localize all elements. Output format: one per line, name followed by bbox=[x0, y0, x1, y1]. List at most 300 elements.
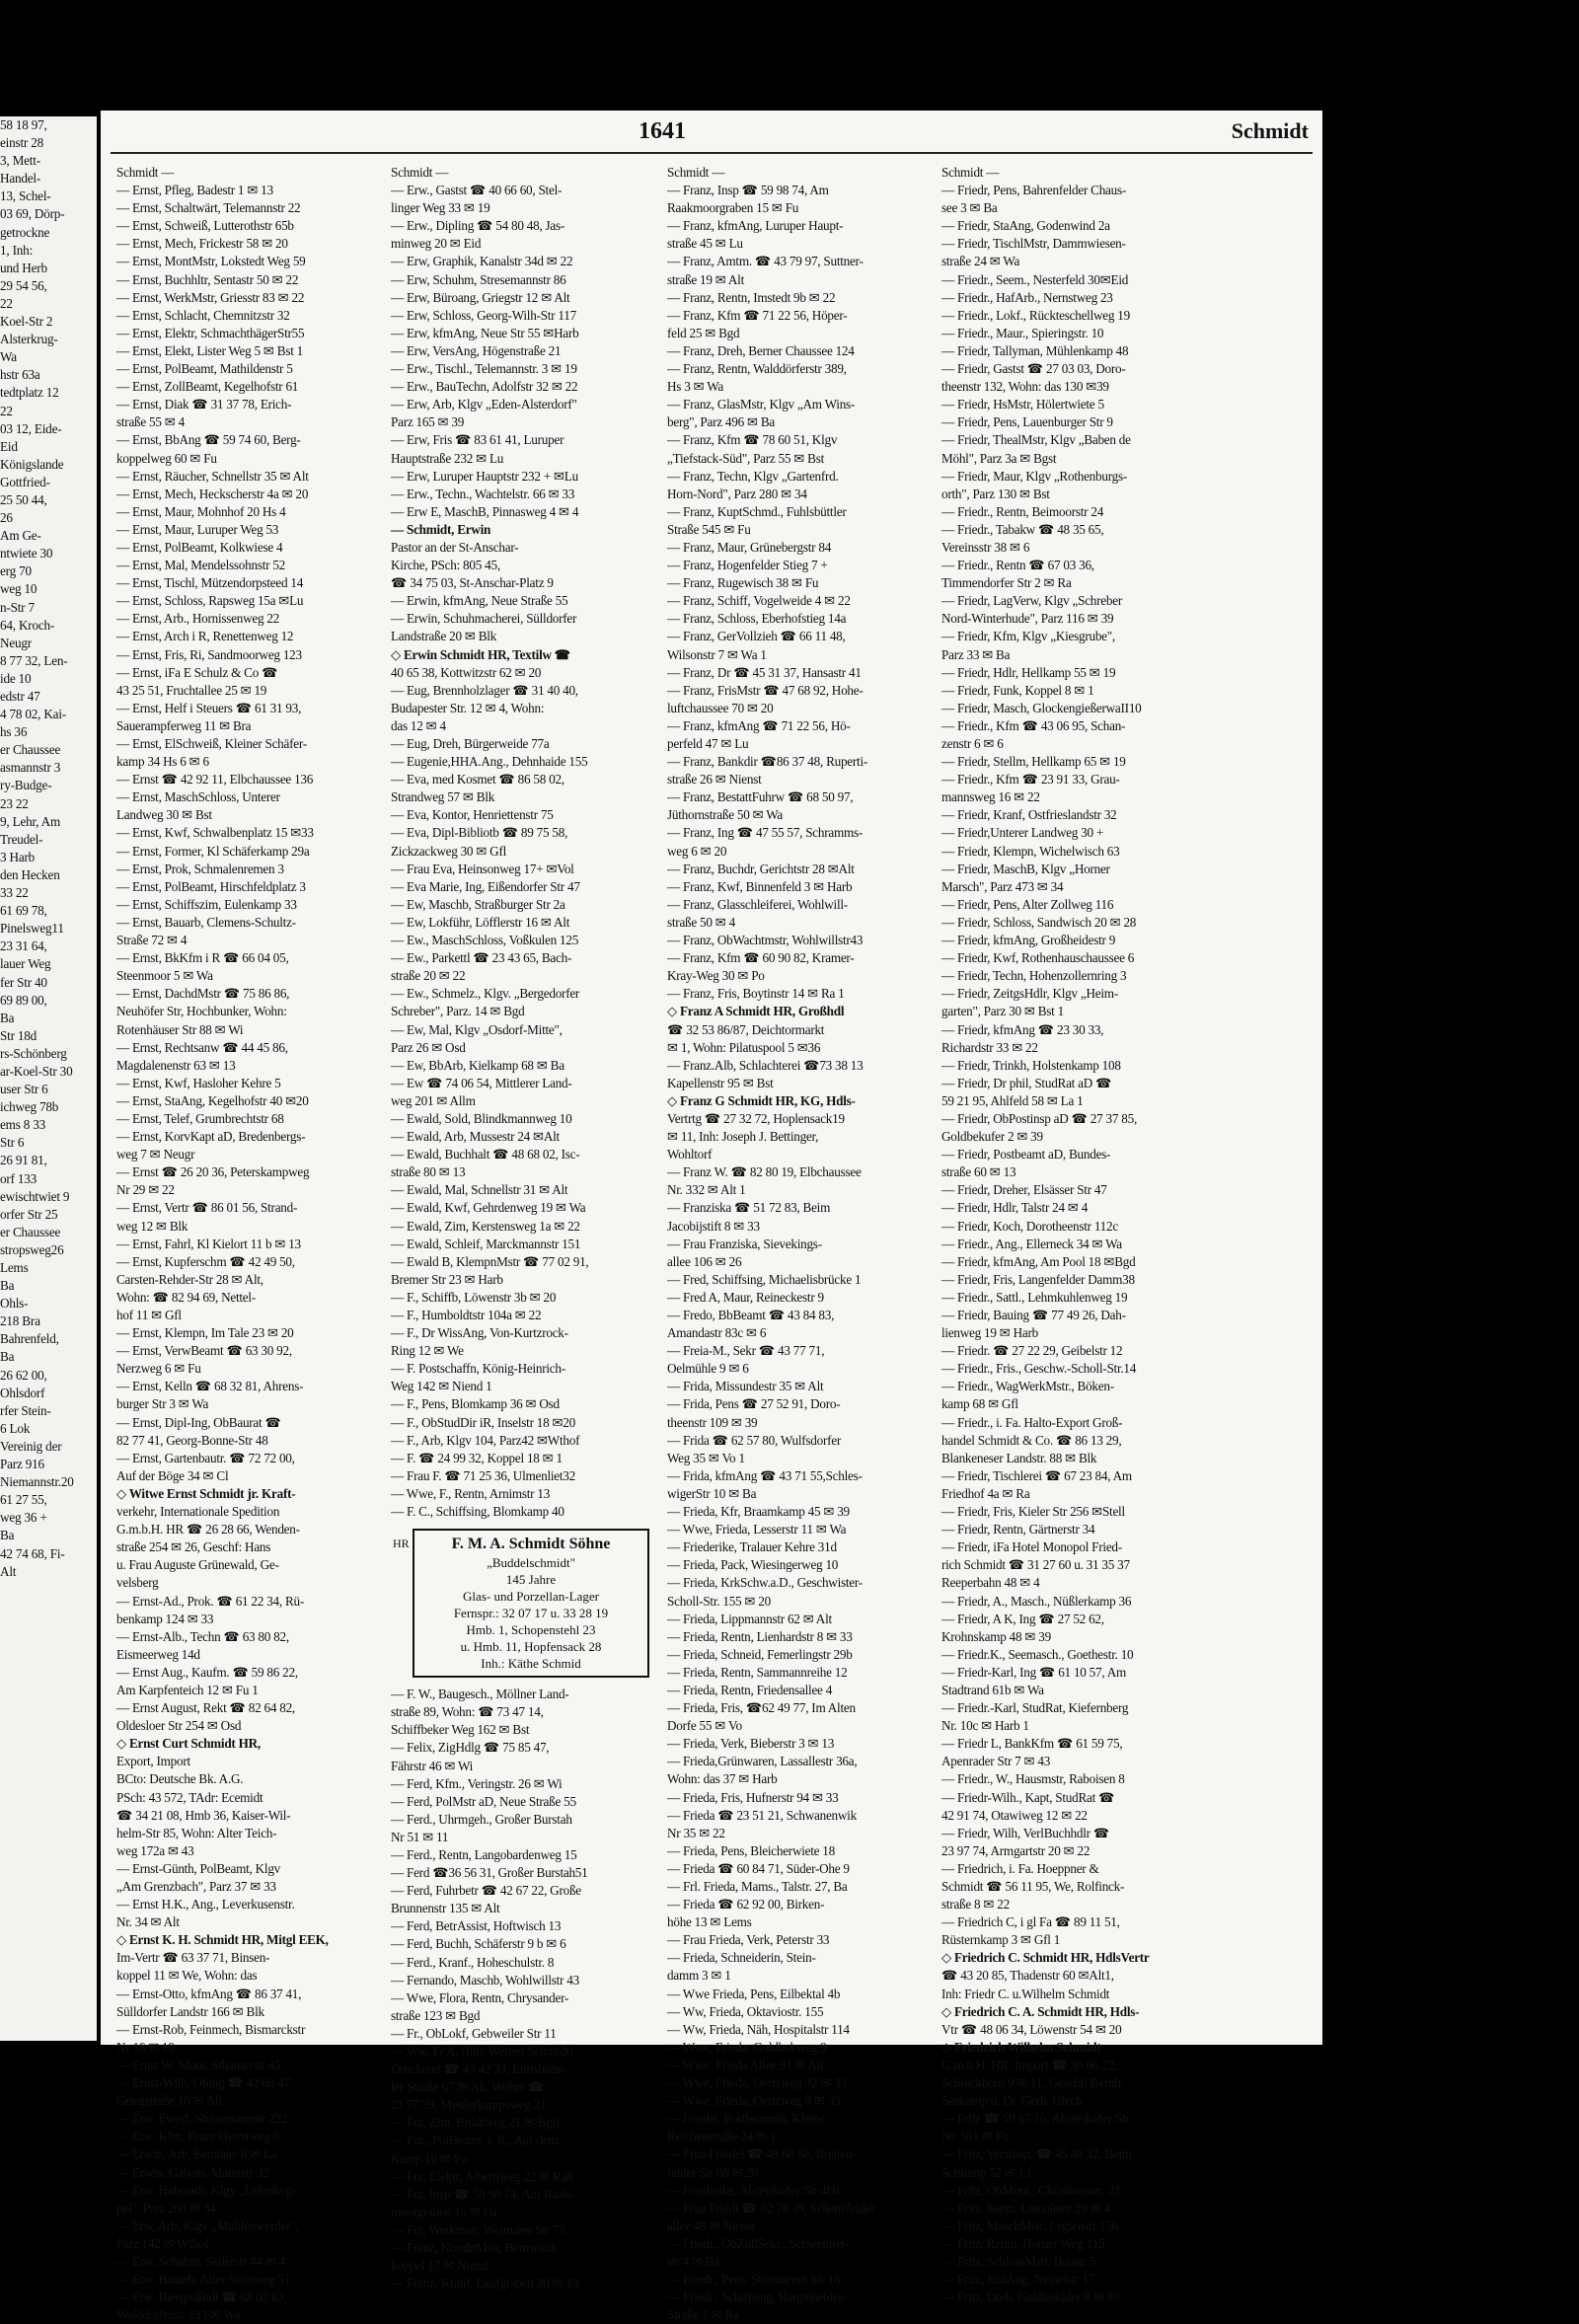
entry-line: — Frau Friedl ☎ 82 78 39, Schenefelder bbox=[667, 2200, 875, 2215]
fragment-line: stropsweg26 bbox=[0, 1241, 64, 1257]
entry-line: — Schmidt, Erwin bbox=[391, 521, 491, 537]
entry-line: — Erw, Kfm, Brunckhorstweg 6 bbox=[116, 2129, 280, 2144]
fragment-line: 29 54 56, bbox=[0, 277, 47, 293]
entry-line: — Friedr, Postbeamt aD, Bundes- bbox=[941, 1147, 1111, 1162]
entry-line: — Frl. Frieda, Mams., Talstr. 27, Ba bbox=[667, 1879, 848, 1894]
entry-line: Scholl-Str. 155 ✉ 20 bbox=[667, 1593, 771, 1609]
entry-line: — Ernst, PolBeamt, Hirschfeldplatz 3 bbox=[116, 878, 306, 894]
entry-line: — Franz, Buchdr, Gerichtstr 28 ✉Alt bbox=[667, 861, 855, 876]
entry-line: — Friedr, kfmAng ☎ 23 30 33, bbox=[941, 1021, 1104, 1037]
entry-line: — Fernando, Maschb, Wohlwillstr 43 bbox=[391, 1972, 579, 1987]
entry-line: — F., Arb, Klgv 104, Parz42 ✉Wthof bbox=[391, 1432, 580, 1448]
entry-line: — Fredo, BbBeamt ☎ 43 84 83, bbox=[667, 1308, 835, 1322]
entry-line: — Erw., Techn., Wachtelstr. 66 ✉ 33 bbox=[391, 486, 575, 501]
fragment-line: Ba bbox=[0, 1278, 15, 1294]
entry-line: Im-Vertr ☎ 63 37 71, Binsen- bbox=[116, 1950, 270, 1966]
ad-years: 145 Jahre bbox=[505, 1572, 557, 1588]
entry-line: Schiffbeker Weg 162 ✉ Bst bbox=[391, 1722, 530, 1738]
fragment-line: hstr 63a bbox=[0, 367, 40, 383]
fragment-line: 3 Harb bbox=[0, 849, 36, 864]
entry-line: ◇ Friedrich C. A. Schmidt HR, Hdls- bbox=[941, 2003, 1140, 2019]
entry-line: PSch: 43 572, TAdr: Ecemidt bbox=[116, 1789, 263, 1805]
entry-line: — Frida ☎ 62 57 80, Wulfsdorfer bbox=[667, 1432, 842, 1448]
entry-line: Hauptstraße 232 ✉ Lu bbox=[391, 450, 504, 466]
entry-line: ◇ Franz G Schmidt HR, KG, Hdls- bbox=[667, 1092, 856, 1108]
entry-line: — Ernst, Mal, Mendelssohnstr 52 bbox=[116, 558, 286, 573]
entry-line: Schmidt ☎ 56 11 95, We, Rolfinck- bbox=[941, 1879, 1125, 1894]
fragment-line: 69 89 00, bbox=[0, 992, 47, 1008]
entry-line: Kray-Weg 30 ✉ Po bbox=[667, 968, 765, 984]
entry-line: — Ernst, Arch i R, Renettenweg 12 bbox=[116, 629, 294, 644]
fragment-line: hs 36 bbox=[0, 724, 28, 740]
entry-line: Vereinsstr 38 ✉ 6 bbox=[941, 539, 1030, 555]
entry-line: — Ferd., Rentn, Langobardenweg 15 bbox=[391, 1846, 577, 1862]
entry-line: Wohn: das 37 ✉ Harb bbox=[667, 1771, 778, 1787]
fragment-line: 218 Bra bbox=[0, 1313, 40, 1329]
entry-line: — Franz, KuptSchmd., Fuhlsbüttler bbox=[667, 503, 847, 519]
entry-line: — Erw, Biergroßhdl ☎ 68 02 63, bbox=[116, 2289, 287, 2305]
entry-line: 42 91 74, Otawiweg 12 ✉ 22 bbox=[941, 1807, 1088, 1823]
entry-line: — Ernst, Maur, Mohnhof 20 Hs 4 bbox=[116, 503, 286, 519]
entry-line: kamp 34 Hs 6 ✉ 6 bbox=[116, 754, 209, 770]
entry-line: — Ewald, Buchhalt ☎ 48 68 02, Isc- bbox=[391, 1147, 580, 1162]
entry-line: — Wwe, Frieda, Lesserstr 11 ✉ Wa bbox=[667, 1522, 847, 1537]
entry-line: — Friedr, kfmAng, Großheidestr 9 bbox=[941, 933, 1116, 948]
entry-line: — Ferd., Kranf., Hoheschulstr. 8 bbox=[391, 1954, 555, 1970]
ad-side-mark: HR bbox=[393, 1537, 410, 1551]
entry-line: garten", Parz 30 ✉ Bst 1 bbox=[941, 1004, 1064, 1019]
entry-line: — Friedr, iFa Hotel Monopol Fried- bbox=[941, 1539, 1122, 1555]
entry-line: — Erwin, Schuhmacherei, Sülldorfer bbox=[391, 611, 577, 627]
entry-line: — Ernst, Schiffszim, Eulenkamp 33 bbox=[116, 896, 297, 912]
entry-line: Weg 35 ✉ Vo 1 bbox=[667, 1450, 745, 1465]
entry-line: — Fritz, SchlossMstr, Baustr 5 bbox=[941, 2253, 1096, 2269]
entry-line: — Friedr, A K, Ing ☎ 27 52 62, bbox=[941, 1611, 1104, 1626]
entry-line: ler Straße 67 ✉ Alt, Wohn: ☎ bbox=[391, 2079, 545, 2095]
entry-line: Wohltorf bbox=[667, 1147, 713, 1162]
entry-line: kamp 68 ✉ Gfl bbox=[941, 1396, 1018, 1412]
entry-line: Nord-Winterhude", Parz 116 ✉ 39 bbox=[941, 611, 1114, 627]
entry-line: — Friedr, Schloss, Sandwisch 20 ✉ 28 bbox=[941, 914, 1137, 930]
entry-line: — Franz, Kfm ☎ 60 90 82, Kramer- bbox=[667, 950, 855, 966]
entry-line: — Friedr, Hdlr, Hellkamp 55 ✉ 19 bbox=[941, 664, 1116, 680]
entry-line: Inh: Friedr C. u.Wilhelm Schmidt bbox=[941, 1986, 1110, 2001]
entry-line: — Fritz, MaschMstr, Legienstr 156 bbox=[941, 2217, 1118, 2233]
entry-line: ✉ 11, Inh: Joseph J. Bettinger, bbox=[667, 1129, 819, 1145]
entry-line: — Ewald, Kwf, Gehrdenweg 19 ✉ Wa bbox=[391, 1200, 586, 1216]
entry-line: Möhl", Parz 3a ✉ Bgst bbox=[941, 450, 1057, 466]
entry-line: — Ernst, StaAng, Kegelhofstr 40 ✉20 bbox=[116, 1092, 309, 1108]
entry-line: Landstraße 20 ✉ Blk bbox=[391, 629, 497, 644]
entry-line: — Ww, Fr A, (Inh: Werner Schmidt) bbox=[391, 2044, 573, 2059]
entry-line: — Franz, ObWachtmstr, Wohlwillstr43 bbox=[667, 933, 864, 948]
fragment-line: getrockne bbox=[0, 224, 50, 240]
entry-line: — Franz, kfmAng, Luruper Haupt- bbox=[667, 218, 844, 234]
entry-line: — Felix, ZigHdlg ☎ 75 85 47, bbox=[391, 1740, 550, 1756]
entry-line: — Ernst, BkKfm i R ☎ 66 04 05, bbox=[116, 950, 289, 966]
fragment-line: orf 133 bbox=[0, 1170, 38, 1186]
entry-line: Nr. 10c ✉ Harb 1 bbox=[941, 1718, 1029, 1734]
entry-line: wigerStr 10 ✉ Ba bbox=[667, 1485, 757, 1501]
fragment-line: n-Str 7 bbox=[0, 599, 35, 615]
entry-line: — Friedr., Schiffsing, Bargteheider- bbox=[667, 2289, 847, 2305]
fragment-line: Pinelsweg11 bbox=[0, 921, 64, 937]
entry-line: — Erw, Bauarb, Alter Steinweg 51 bbox=[116, 2272, 291, 2287]
column-4 bbox=[941, 164, 1206, 2305]
entry-line: — Frieda, KrkSchw.a.D., Geschwister- bbox=[667, 1575, 863, 1591]
entry-line: — Erw, Ewerf, Stresemannstr 232 bbox=[116, 2111, 288, 2127]
entry-line: — Eva, Dipl-Bibliotb ☎ 89 75 58, bbox=[391, 825, 568, 841]
entry-line: Wilsonstr 7 ✉ Wa 1 bbox=[667, 646, 767, 662]
entry-line: — Friedr., Kfm ☎ 23 91 33, Grau- bbox=[941, 772, 1120, 787]
entry-line: — F. ☎ 24 99 32, Koppel 18 ✉ 1 bbox=[391, 1450, 563, 1465]
entry-line: — F., Dr WissAng, Von-Kurtzrock- bbox=[391, 1325, 568, 1341]
entry-line: — Ernst, Elekt, Lister Weg 5 ✉ Bst 1 bbox=[116, 342, 304, 358]
entry-line: — F., Pens, Blomkamp 36 ✉ Osd bbox=[391, 1396, 560, 1412]
entry-line: burger Str 3 ✉ Wa bbox=[116, 1396, 209, 1412]
entry-line: — Friedr, Kfm, Klgv „Kiesgrube", bbox=[941, 629, 1115, 644]
entry-line: ◇ Erwin Schmidt HR, Textilw ☎ bbox=[391, 646, 570, 662]
fragment-line: orfer Str 25 bbox=[0, 1206, 58, 1222]
entry-line: 21 77 39, Mettlerkampsweg 21 bbox=[391, 2097, 547, 2113]
entry-line: — Ernst, ElSchweiß, Kleiner Schäfer- bbox=[116, 736, 307, 751]
entry-line: straße 89, Wohn: ☎ 73 47 14, bbox=[391, 1704, 544, 1720]
entry-line: — Franz, Kfm ☎ 71 22 56, Höper- bbox=[667, 307, 848, 323]
entry-line: — Friederike, Alsterdorfer Str 46b bbox=[667, 2182, 840, 2198]
entry-line: Straße 545 ✉ Fu bbox=[667, 521, 751, 537]
entry-line: — Ernst, PolBeamt, Mathildenstr 5 bbox=[116, 361, 293, 377]
entry-line: — Ernst, Bauarb, Clemens-Schultz- bbox=[116, 914, 296, 930]
entry-line: koppel 11 ✉ We, Wohn: das bbox=[116, 1968, 258, 1984]
entry-line: — F., Humboldtstr 104a ✉ 22 bbox=[391, 1308, 542, 1322]
entry-line: — Franz, Maur, Grünebergstr 84 bbox=[667, 539, 832, 555]
entry-line: ☎ 34 75 03, St-Anschar-Platz 9 bbox=[391, 575, 554, 591]
entry-line: Strandweg 57 ✉ Blk bbox=[391, 789, 495, 805]
entry-line: — Franz, Glasschleiferei, Wohlwill- bbox=[667, 896, 848, 912]
fragment-line: er Chaussee bbox=[0, 1224, 61, 1239]
entry-line: handel Schmidt & Co. ☎ 86 13 29, bbox=[941, 1432, 1122, 1448]
entry-line: — Ewald, Sold, Blindkmannweg 10 bbox=[391, 1110, 572, 1126]
entry-line: — Friedr-Karl, Ing ☎ 61 10 57, Am bbox=[941, 1664, 1127, 1680]
fragment-line: Neugr bbox=[0, 635, 32, 650]
entry-line: — Franz, Dreh, Berner Chaussee 124 bbox=[667, 342, 855, 358]
entry-line: — Frieda ☎ 62 92 00, Birken- bbox=[667, 1897, 825, 1912]
entry-line: straße 80 ✉ 13 bbox=[391, 1164, 466, 1180]
entry-line: — Friedr,Unterer Landweg 30 + bbox=[941, 825, 1104, 841]
fragment-line: user Str 6 bbox=[0, 1082, 48, 1097]
entry-line: — Friedrich, i. Fa. Hoeppner & bbox=[941, 1860, 1099, 1876]
entry-line: — Frieda, Pack, Wiesingerweg 10 bbox=[667, 1557, 839, 1573]
entry-line: ◇ Witwe Ernst Schmidt jr. Kraft- bbox=[116, 1485, 296, 1501]
entry-line: — Frieda, Fris, Hufnerstr 94 ✉ 33 bbox=[667, 1789, 839, 1805]
entry-line: — Ernst, Elektr, SchmachthägerStr55 bbox=[116, 325, 305, 340]
entry-line: straße 24 ✉ Wa bbox=[941, 254, 1020, 269]
entry-line: — Ernst, Räucher, Schnellstr 35 ✉ Alt bbox=[116, 468, 309, 484]
entry-line: — Friedr, MaschB, Klgv „Horner bbox=[941, 861, 1110, 876]
entry-line: — Friedr.-Karl, StudRat, Kiefernberg bbox=[941, 1700, 1129, 1716]
entry-line: Sauerampferweg 11 ✉ Bra bbox=[116, 717, 252, 733]
fragment-line: asmannstr 3 bbox=[0, 760, 61, 776]
entry-line: — Ernst, MontMstr, Lokstedt Weg 59 bbox=[116, 254, 306, 269]
fragment-line: und Herb bbox=[0, 260, 47, 275]
entry-line: — Friederike, Tralauer Kehre 31d bbox=[667, 1539, 837, 1555]
entry-line: Nr 35 ✉ 22 bbox=[667, 1825, 725, 1840]
entry-line: lienweg 19 ✉ Harb bbox=[941, 1325, 1038, 1341]
fragment-line: Niemannstr.20 bbox=[0, 1474, 74, 1490]
fragment-line: 6 Lok bbox=[0, 1420, 31, 1436]
fragment-line: rs-Schönberg bbox=[0, 1045, 67, 1061]
entry-line: — Franziska ☎ 51 72 83, Beim bbox=[667, 1200, 831, 1216]
entry-line: — Ew., Parkettl ☎ 23 43 65, Bach- bbox=[391, 950, 572, 966]
entry-line: hof 11 ✉ Gfl bbox=[116, 1308, 182, 1322]
entry-line: — Frau Friedel ☎ 48 68 68, Breiten- bbox=[667, 2146, 857, 2162]
fragment-line: tedtplatz 12 bbox=[0, 385, 59, 401]
entry-line: Nerzweg 6 ✉ Fu bbox=[116, 1361, 201, 1377]
entry-line: — Franz, Hogenfelder Stieg 7 + bbox=[667, 558, 828, 573]
entry-line: Am Karpfenteich 12 ✉ Fu 1 bbox=[116, 1682, 259, 1697]
fragment-line: 26 91 81, bbox=[0, 1153, 47, 1168]
entry-line: — F., ObStudDir iR, Inselstr 18 ✉20 bbox=[391, 1414, 575, 1430]
entry-line: Magdalenenstr 63 ✉ 13 bbox=[116, 1057, 236, 1073]
entry-line: — Ferd., Uhrmgeh., Großer Burstah bbox=[391, 1811, 572, 1827]
entry-line: — Ernst, iFa E Schulz & Co ☎ bbox=[116, 664, 278, 680]
fragment-line: rfer Stein- bbox=[0, 1402, 51, 1418]
entry-line: — Ernst-Otto, kfmAng ☎ 86 37 41, bbox=[116, 1986, 302, 2001]
fragment-line: Wa bbox=[0, 349, 17, 365]
entry-line: — Eva Marie, Ing, Eißendorfer Str 47 bbox=[391, 878, 580, 894]
entry-line: — Wwe, Flora, Rentn, Chrysander- bbox=[391, 1989, 569, 2005]
ad-address-1: Hmb. 1, Schopenstehl 23 bbox=[466, 1622, 596, 1638]
fragment-line: Ohlsdorf bbox=[0, 1385, 45, 1400]
entry-line: — Ewald, Arb, Mussestr 24 ✉Alt bbox=[391, 1129, 560, 1145]
entry-line: — Ww, Frieda, Näh, Hospitalstr 114 bbox=[667, 2021, 850, 2037]
entry-line: — Ernst, Kwf, Hasloher Kehre 5 bbox=[116, 1075, 281, 1090]
entry-line: — Friedr, Trinkh, Holstenkamp 108 bbox=[941, 1057, 1121, 1073]
entry-line: — Frz, Elektr, Albertiweg 22 ✉ Rah bbox=[391, 2168, 573, 2184]
entry-line: — Ernst, MaschSchloss, Unterer bbox=[116, 789, 280, 805]
entry-line: — Frieda, Fris, ☎62 49 77, Im Alten bbox=[667, 1700, 856, 1716]
entry-line: Schmidt — bbox=[667, 165, 725, 180]
entry-line: ◇ Friedrich Wilhelm Schmidt bbox=[941, 2039, 1101, 2055]
fragment-line: ar-Koel-Str 30 bbox=[0, 1063, 73, 1079]
entry-line: koppelweg 60 ✉ Fu bbox=[116, 450, 217, 466]
entry-line: Oelmühle 9 ✉ 6 bbox=[667, 1361, 749, 1377]
fragment-line: er Chaussee bbox=[0, 742, 61, 758]
entry-line: — Erwin, Arb, Eemtake 8 ✉ La bbox=[116, 2146, 277, 2162]
entry-line: — Ernst, Rechtsanw ☎ 44 45 86, bbox=[116, 1039, 288, 1055]
entry-line: G.m.b.H. HR ☎ 26 28 66, Wenden- bbox=[116, 1522, 300, 1537]
entry-line: — Ewald, Zim, Kerstensweg 1a ✉ 22 bbox=[391, 1218, 580, 1234]
entry-line: — Ernst Aug., Kaufm. ☎ 59 86 22, bbox=[116, 1664, 298, 1680]
entry-line: feld 25 ✉ Bgd bbox=[667, 325, 740, 340]
entry-line: — Friedr, Bauing ☎ 77 49 26, Dah- bbox=[941, 1308, 1126, 1322]
entry-line: — Ernst, Telef, Grumbrechtstr 68 bbox=[116, 1110, 284, 1126]
entry-line: Carsten-Rehder-Str 28 ✉ Alt, bbox=[116, 1271, 263, 1287]
entry-line: — Frieda ☎ 60 84 71, Süder-Ohe 9 bbox=[667, 1860, 850, 1876]
entry-line: Budapester Str. 12 ✉ 4, Wohn: bbox=[391, 700, 545, 715]
entry-line: — Frieda, Rentn, Friedensallee 4 bbox=[667, 1682, 833, 1697]
fragment-line: Am Ge- bbox=[0, 528, 41, 544]
entry-line: — Ernst, Schaltwärt, Telemannstr 22 bbox=[116, 200, 301, 216]
entry-line: — Friedr, Fris, Kieler Str 256 ✉Stell bbox=[941, 1504, 1125, 1520]
entry-line: Oldesloer Str 254 ✉ Osd bbox=[116, 1718, 242, 1734]
entry-line: — Friedr., WagWerkMstr., Böken- bbox=[941, 1379, 1114, 1394]
entry-line: — Erw, Fris ☎ 83 61 41, Luruper bbox=[391, 432, 564, 448]
entry-line: — Fritz, Rentn, Horner Weg 115 bbox=[941, 2235, 1105, 2251]
entry-line: — Frieda, Schneid, Femerlingstr 29b bbox=[667, 1646, 853, 1662]
entry-line: Eismeerweg 14d bbox=[116, 1646, 200, 1662]
fragment-line: 8 77 32, Len- bbox=[0, 652, 68, 668]
entry-line: Wohn: ☎ 82 94 69, Nettel- bbox=[116, 1289, 256, 1305]
entry-line: Landweg 30 ✉ Bst bbox=[116, 807, 212, 823]
entry-line: — Ernst, Dipl-Ing, ObBaurat ☎ bbox=[116, 1414, 281, 1430]
entry-line: straße 60 ✉ 13 bbox=[941, 1164, 1016, 1180]
entry-line: Brunnenstr 135 ✉ Alt bbox=[391, 1901, 500, 1916]
entry-line: Apenrader Str 7 ✉ 43 bbox=[941, 1754, 1051, 1769]
ad-owner: Inh.: Käthe Schmid bbox=[481, 1656, 581, 1672]
fragment-line: 22 bbox=[0, 403, 13, 418]
entry-line: — Friedr, A., Masch., Nüßlerkamp 36 bbox=[941, 1593, 1132, 1609]
entry-line: — F. W., Baugesch., Möllner Land- bbox=[391, 1687, 569, 1702]
entry-line: straße 45 ✉ Lu bbox=[667, 236, 743, 252]
entry-line: — Erw., Dipling ☎ 54 80 48, Jas- bbox=[391, 218, 565, 234]
entry-line: Schmidt — bbox=[116, 165, 175, 180]
entry-line: — Ew., MaschSchloss, Voßkulen 125 bbox=[391, 933, 579, 948]
entry-line: — Ernst, Tischl, Mützendorpsteed 14 bbox=[116, 575, 304, 591]
entry-line: — Erwin, kfmAng, Neue Straße 55 bbox=[391, 593, 568, 609]
entry-line: — Friedr, Masch, GlockengießerwaII10 bbox=[941, 700, 1142, 715]
entry-line: — Wwe Frieda, Pens, Eilbektal 4b bbox=[667, 1986, 841, 2001]
entry-line: Weg 142 ✉ Niend 1 bbox=[391, 1379, 492, 1394]
entry-line: — Ernst, Schweiß, Lutterothstr 65b bbox=[116, 218, 294, 234]
entry-line: — Ew., Schmelz., Klgv. „Bergedorfer bbox=[391, 986, 580, 1002]
column-2 bbox=[391, 164, 655, 2291]
entry-line: verkehr, Internationale Spedition bbox=[116, 1504, 280, 1520]
entry-line: Reeperbahn 48 ✉ 4 bbox=[941, 1575, 1040, 1591]
entry-line: — Ernst, Vertr ☎ 86 01 56, Strand- bbox=[116, 1200, 298, 1216]
fragment-line: 64, Kroch- bbox=[0, 617, 55, 633]
entry-line: — Ernst, Schloss, Rapsweg 15a ✉Lu bbox=[116, 593, 304, 609]
entry-line: Sülldorfer Landstr 166 ✉ Blk bbox=[116, 2003, 264, 2019]
entry-line: straße 8 ✉ 22 bbox=[941, 1897, 1010, 1912]
entry-line: — Friedr L, BankKfm ☎ 61 59 75, bbox=[941, 1736, 1123, 1752]
entry-line: weg 201 ✉ Allm bbox=[391, 1092, 476, 1108]
entry-line: Nr. 34 ✉ Alt bbox=[116, 1914, 180, 1930]
entry-line: — Frieda, Rentn, Sammannreihe 12 bbox=[667, 1664, 848, 1680]
entry-line: — Ernst W, Mont, Sthamerstr 45 bbox=[116, 2057, 281, 2072]
entry-line: — Fritz, JustAng, Nesselstr 17 bbox=[941, 2272, 1095, 2287]
entry-line: — Ernst, Fahrl, Kl Kielort 11 b ✉ 13 bbox=[116, 1236, 301, 1251]
entry-line: — Friedr, HsMstr, Hölertwiete 5 bbox=[941, 397, 1104, 412]
entry-line: — Erw, Arb, Klgv „Mühlenwerder", bbox=[116, 2217, 299, 2233]
entry-line: — Friedr, Hdlr, Talstr 24 ✉ 4 bbox=[941, 1200, 1089, 1216]
entry-line: koppel 17 ✉ Niend bbox=[391, 2258, 488, 2274]
entry-line: — Frieda, Verk, Bieberstr 3 ✉ 13 bbox=[667, 1736, 835, 1752]
fragment-line: den Hecken bbox=[0, 866, 60, 882]
entry-line: Jüthornstraße 50 ✉ Wa bbox=[667, 807, 783, 823]
entry-line: — Ew, BbArb, Kielkamp 68 ✉ Ba bbox=[391, 1057, 564, 1073]
entry-line: — Eva, med Kosmet ☎ 86 58 02, bbox=[391, 772, 564, 787]
entry-line: — Friedr, Kranf, Ostfrieslandstr 32 bbox=[941, 807, 1117, 823]
entry-line: Nr. 332 ✉ Alt 1 bbox=[667, 1182, 746, 1198]
entry-line: 43 25 51, Fruchtallee 25 ✉ 19 bbox=[116, 682, 267, 698]
fragment-line: Ba bbox=[0, 1528, 15, 1543]
entry-line: — Ernst, Maur, Luruper Weg 53 bbox=[116, 521, 279, 537]
entry-line: — Fred A, Maur, Reineckestr 9 bbox=[667, 1289, 824, 1305]
entry-line: — Franz, Kfm ☎ 78 60 51, Klgv bbox=[667, 432, 838, 448]
entry-line: — Ernst-Wilh, Obing ☎ 42 68 47 bbox=[116, 2075, 290, 2091]
entry-line: weg 12 ✉ Blk bbox=[116, 1218, 188, 1234]
entry-line: damm 3 ✉ 1 bbox=[667, 1968, 731, 1984]
entry-line: — Fritz ☎ 59 67 16, Alsterdorfer Str. bbox=[941, 2111, 1132, 2127]
entry-line: — Frieda, Schneiderin, Stein- bbox=[667, 1950, 816, 1966]
entry-line: — Eva, Kontor, Henriettenstr 75 bbox=[391, 807, 554, 823]
entry-line: — Franz, KonditMstr, Bernward- bbox=[391, 2240, 559, 2256]
entry-line: — Ww, Frieda, Oktaviostr. 155 bbox=[667, 2003, 824, 2019]
ad-business: Glas- und Porzellan-Lager bbox=[463, 1589, 599, 1605]
entry-line: — Friedr. ☎ 27 22 29, Geibelstr 12 bbox=[941, 1343, 1123, 1359]
entry-line: — Ernst, Buchhltr, Sentastr 50 ✉ 22 bbox=[116, 271, 299, 287]
entry-line: — Friedr.K., Seemasch., Goethestr. 10 bbox=[941, 1646, 1134, 1662]
fragment-line: Ba bbox=[0, 1349, 15, 1365]
entry-line: rich Schmidt ☎ 31 27 60 u. 31 35 37 bbox=[941, 1557, 1130, 1573]
entry-line: Nr 29 ✉ 22 bbox=[116, 1182, 175, 1198]
entry-line: — Friedr, Rentn, Gärtnerstr 34 bbox=[941, 1522, 1095, 1537]
fragment-line: 33 22 bbox=[0, 885, 29, 901]
entry-line: — Friedr., Tabakw ☎ 48 35 65, bbox=[941, 521, 1104, 537]
entry-line: weg 172a ✉ 43 bbox=[116, 1842, 194, 1858]
entry-line: — Friedr., Pens, Stormarner Str 16 bbox=[667, 2272, 841, 2287]
entry-line: — Frida, Missundestr 35 ✉ Alt bbox=[667, 1379, 824, 1394]
entry-line: Goldbekufer 2 ✉ 39 bbox=[941, 1129, 1043, 1145]
entry-line: Ring 12 ✉ We bbox=[391, 1343, 464, 1359]
entry-line: — Friedr., i. Fa. Halto-Export Groß- bbox=[941, 1414, 1123, 1430]
entry-line: — Frieda, Lippmannstr 62 ✉ Alt bbox=[667, 1611, 832, 1626]
entry-line: — Friedr., Lokf., Rückteschellweg 19 bbox=[941, 307, 1130, 323]
entry-line: — Ernst, Pfleg, Badestr 1 ✉ 13 bbox=[116, 183, 273, 198]
entry-line: Rotenhäuser Str 88 ✉ Wi bbox=[116, 1021, 244, 1037]
fragment-line: edstr 47 bbox=[0, 689, 40, 704]
entry-line: — Friedr, Fris, Langenfelder Damm38 bbox=[941, 1271, 1135, 1287]
entry-line: Vtr ☎ 48 06 34, Löwenstr 54 ✉ 20 bbox=[941, 2021, 1122, 2037]
entry-line: — Frieda, Kfr, Braamkamp 45 ✉ 39 bbox=[667, 1504, 850, 1520]
entry-line: — Ernst, PolBeamt, Kolkwiese 4 bbox=[116, 539, 283, 555]
entry-line: BCto: Deutsche Bk. A.G. bbox=[116, 1771, 244, 1787]
entry-line: — Friedr., W., Hausmstr, Raboisen 8 bbox=[941, 1771, 1125, 1787]
entry-line: Schmidt — bbox=[391, 165, 449, 180]
entry-line: Schreber", Parz. 14 ✉ Bgd bbox=[391, 1004, 525, 1019]
entry-line: Raakmoorgraben 15 ✉ Fu bbox=[667, 200, 799, 216]
entry-line: — Ewald B, KlempnMstr ☎ 77 02 91, bbox=[391, 1253, 589, 1269]
column-1 bbox=[116, 164, 381, 2323]
entry-line: u. Frau Auguste Grünewald, Ge- bbox=[116, 1557, 279, 1573]
entry-line: — Ernst, Fris, Ri, Sandmoorweg 123 bbox=[116, 646, 302, 662]
entry-line: — Franz, Techn, Klgv „Gartenfrd. bbox=[667, 468, 839, 484]
fragment-line: ry-Budge- bbox=[0, 778, 52, 793]
entry-line: 23 97 74, Armgartstr 20 ✉ 22 bbox=[941, 1842, 1090, 1858]
entry-line: straße 50 ✉ 4 bbox=[667, 914, 735, 930]
entry-line: — Ernst, Gartenbautr. ☎ 72 72 00, bbox=[116, 1450, 295, 1465]
entry-line: ☎ 34 21 08, Hmb 36, Kaiser-Wil- bbox=[116, 1807, 291, 1823]
directory-page bbox=[101, 111, 1322, 2323]
entry-line: — Frieda,Grünwaren, Lassallestr 36a, bbox=[667, 1754, 858, 1769]
entry-line: — Ewald, Schleif, Marckmannstr 151 bbox=[391, 1236, 581, 1251]
ad-subtitle: „Buddelschmidt" bbox=[487, 1555, 575, 1571]
fragment-line: 3, Mett- bbox=[0, 153, 40, 169]
entry-line: Vertrtg ☎ 27 32 72, Hoplensack19 bbox=[667, 1110, 845, 1126]
entry-line: — Friedr, Dreher, Elsässer Str 47 bbox=[941, 1182, 1107, 1198]
entry-line: — Erw E, MaschB, Pinnasweg 4 ✉ 4 bbox=[391, 503, 579, 519]
